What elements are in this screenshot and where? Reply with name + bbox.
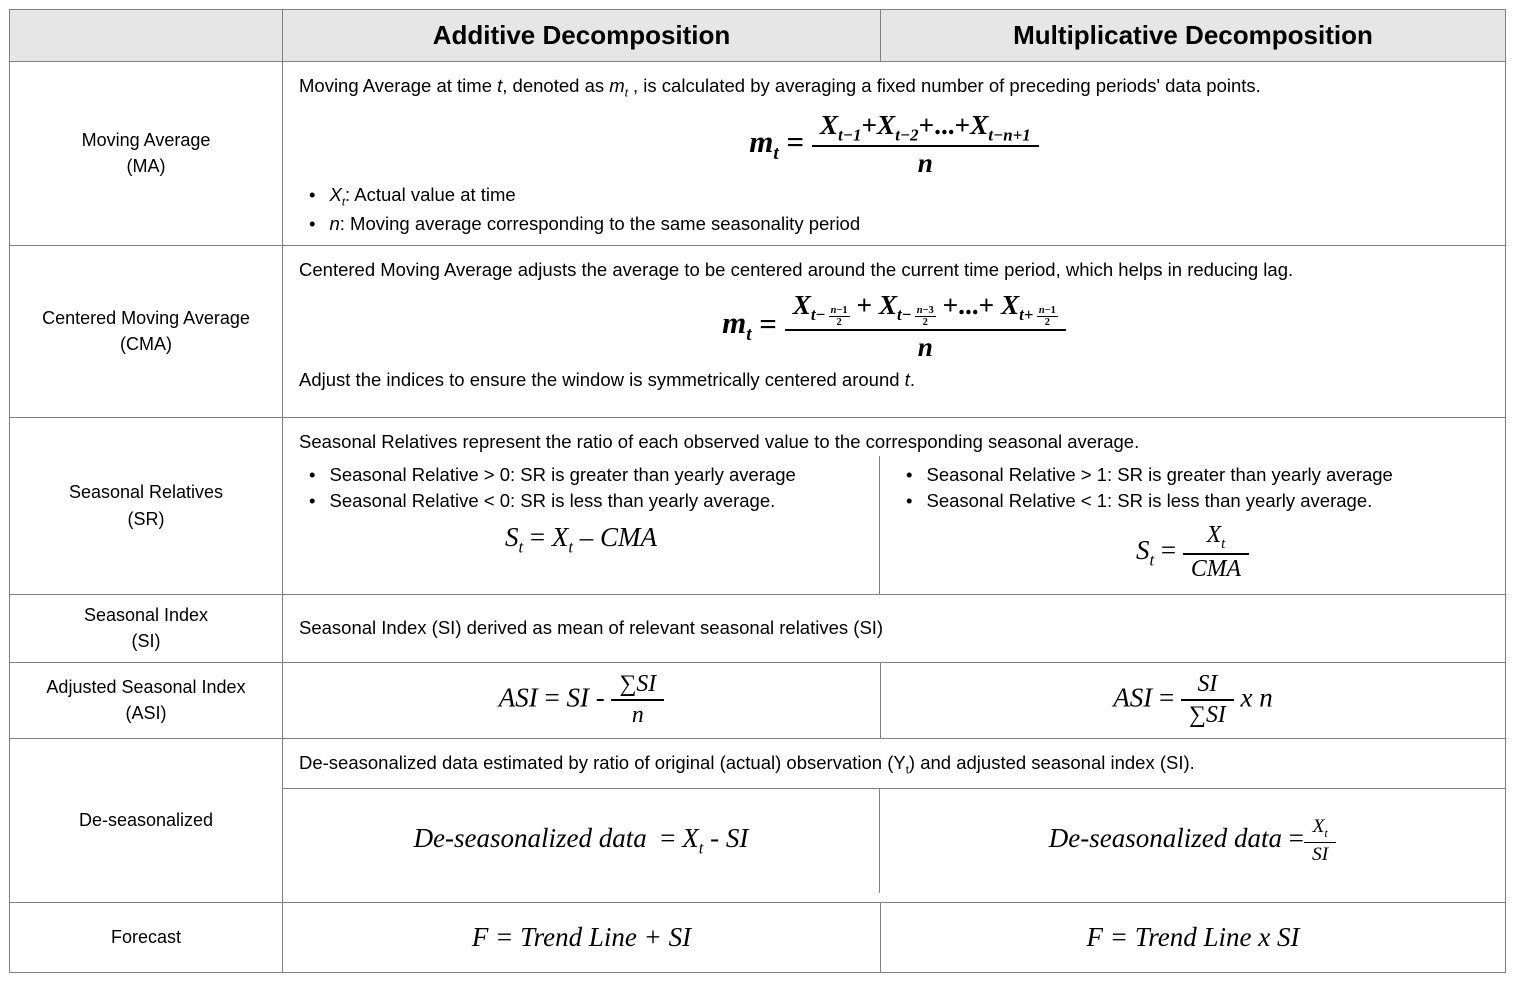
content-seasonal-index	[283, 594, 1506, 662]
sr-additive-formula: $S_t = X_t$ – CMA	[504, 521, 658, 556]
cma-description: Centered Moving Average adjusts the average to be centered around the current time period, which helps in reducing lag.	[299, 258, 1294, 280]
label-asi-line2: (ASI)	[125, 703, 167, 724]
content-de-seasonalized	[283, 738, 1506, 902]
asi-additive-formula: ASI = SI - $\frac{\sum SI}{n}$	[284, 671, 879, 730]
header-additive: Additive Decomposition	[283, 10, 881, 62]
label-seasonal-index	[10, 594, 283, 662]
label-seasonal-relatives	[10, 417, 283, 594]
label-si-line1: Seasonal Index	[83, 605, 209, 625]
sr-add-bullet-2: • Seasonal Relative < 0: SR is less than yearly average.	[309, 490, 849, 512]
ma-bullet-xt: • $X_t$: Actual value at time	[309, 184, 1489, 209]
row-moving-average	[10, 62, 1506, 246]
sr-multiplicative-formula: $S_t$ = $\frac{X_t}{\text{CMA}}$	[894, 522, 1491, 584]
cma-formula: $m_t$ = $X_{t- \frac{n-1}{2}}$ + $X_{t- \frac{n-3}{2}}$ +...+ $X_{t+ \frac{n-1}{2}}$ n	[283, 290, 1505, 363]
label-de-seasonalized	[10, 738, 283, 902]
row-seasonal-index	[10, 594, 1506, 662]
cma-note: Adjust the indices to ensure the window is symmetrically centered around t.	[299, 369, 915, 391]
deseason-additive-formula: De-seasonalized data = $X_t$ - SI	[413, 823, 749, 858]
sr-additive-bullets	[297, 464, 865, 512]
label-deseason-line1: De-seasonalized	[78, 810, 214, 831]
ma-bullets	[283, 184, 1505, 235]
sr-mult-bullet-1: • Seasonal Relative > 1: SR is greater than yearly average	[906, 464, 1475, 486]
row-adjusted-seasonal-index	[10, 662, 1506, 738]
label-sr-line2: (SR)	[127, 508, 165, 529]
forecast-multiplicative-formula: F = Trend Line x SI	[1086, 921, 1300, 952]
ma-description: Moving Average at time t, denoted as $m_t$ , is calculated by averaging a fixed number of preceding periods' data points.	[299, 75, 1261, 100]
label-centered-moving-average	[10, 245, 283, 417]
content-moving-average	[283, 62, 1506, 246]
sr-add-bullet-1: • Seasonal Relative > 0: SR is greater than yearly average	[309, 464, 849, 486]
header-corner-cell	[10, 10, 283, 62]
forecast-additive-cell	[283, 902, 881, 972]
row-forecast	[10, 902, 1506, 972]
sr-additive-half	[283, 456, 880, 594]
label-adjusted-seasonal-index	[10, 662, 283, 738]
content-centered-moving-average	[283, 245, 1506, 417]
deseason-multiplicative-half	[880, 789, 1505, 893]
sr-description: Seasonal Relatives represent the ratio of each observed value to the corresponding seasonal average.	[299, 430, 1140, 452]
sr-mult-bullet-2: • Seasonal Relative < 1: SR is less than yearly average.	[906, 490, 1475, 512]
label-si-line2: (SI)	[131, 631, 161, 652]
asi-additive-cell	[283, 662, 881, 738]
label-cma-line2: (CMA)	[120, 334, 172, 355]
sr-split	[283, 456, 1505, 594]
decomposition-table	[9, 9, 1506, 973]
label-forecast	[10, 902, 283, 972]
header-row	[10, 10, 1506, 62]
row-centered-moving-average	[10, 245, 1506, 417]
label-sr-line1: Seasonal Relatives	[68, 482, 224, 503]
deseason-multiplicative-formula: De-seasonalized data = $\frac{X_t}{SI}$	[1049, 816, 1336, 866]
forecast-multiplicative-cell	[881, 902, 1506, 972]
ma-formula: $m_t$ = $\frac{X_{t-1}+X_{t-2}+...+X_{t-n+1}}{n}$	[283, 110, 1505, 180]
label-forecast-line1: Forecast	[110, 927, 182, 948]
row-de-seasonalized	[10, 738, 1506, 902]
deseason-additive-half	[283, 789, 880, 893]
deseason-split	[283, 788, 1505, 893]
forecast-additive-formula: F = Trend Line + SI	[471, 921, 692, 952]
label-asi-line1: Adjusted Seasonal Index	[46, 677, 246, 697]
label-ma-line1: Moving Average	[81, 130, 211, 151]
label-moving-average	[10, 62, 283, 246]
deseason-description: De-seasonalized data estimated by ratio of original (actual) observation $(Y_t)$ and adjusted seasonal index (SI).	[299, 751, 1195, 777]
sr-multiplicative-bullets	[894, 464, 1491, 512]
label-cma-line1: Centered Moving Average	[42, 307, 250, 328]
header-multiplicative: Multiplicative Decomposition	[881, 10, 1506, 62]
content-seasonal-relatives	[283, 417, 1506, 594]
row-seasonal-relatives	[10, 417, 1506, 594]
asi-multiplicative-formula: ASI = $\frac{SI}{\sum SI}$ x n	[1113, 670, 1273, 729]
ma-bullet-n: • n: Moving average corresponding to the same seasonality period	[309, 213, 1489, 235]
label-ma-line2: (MA)	[126, 156, 166, 177]
si-description: Seasonal Index (SI) derived as mean of relevant seasonal relatives (SI)	[299, 617, 884, 639]
sr-multiplicative-half	[880, 456, 1505, 594]
asi-multiplicative-cell	[881, 662, 1506, 738]
